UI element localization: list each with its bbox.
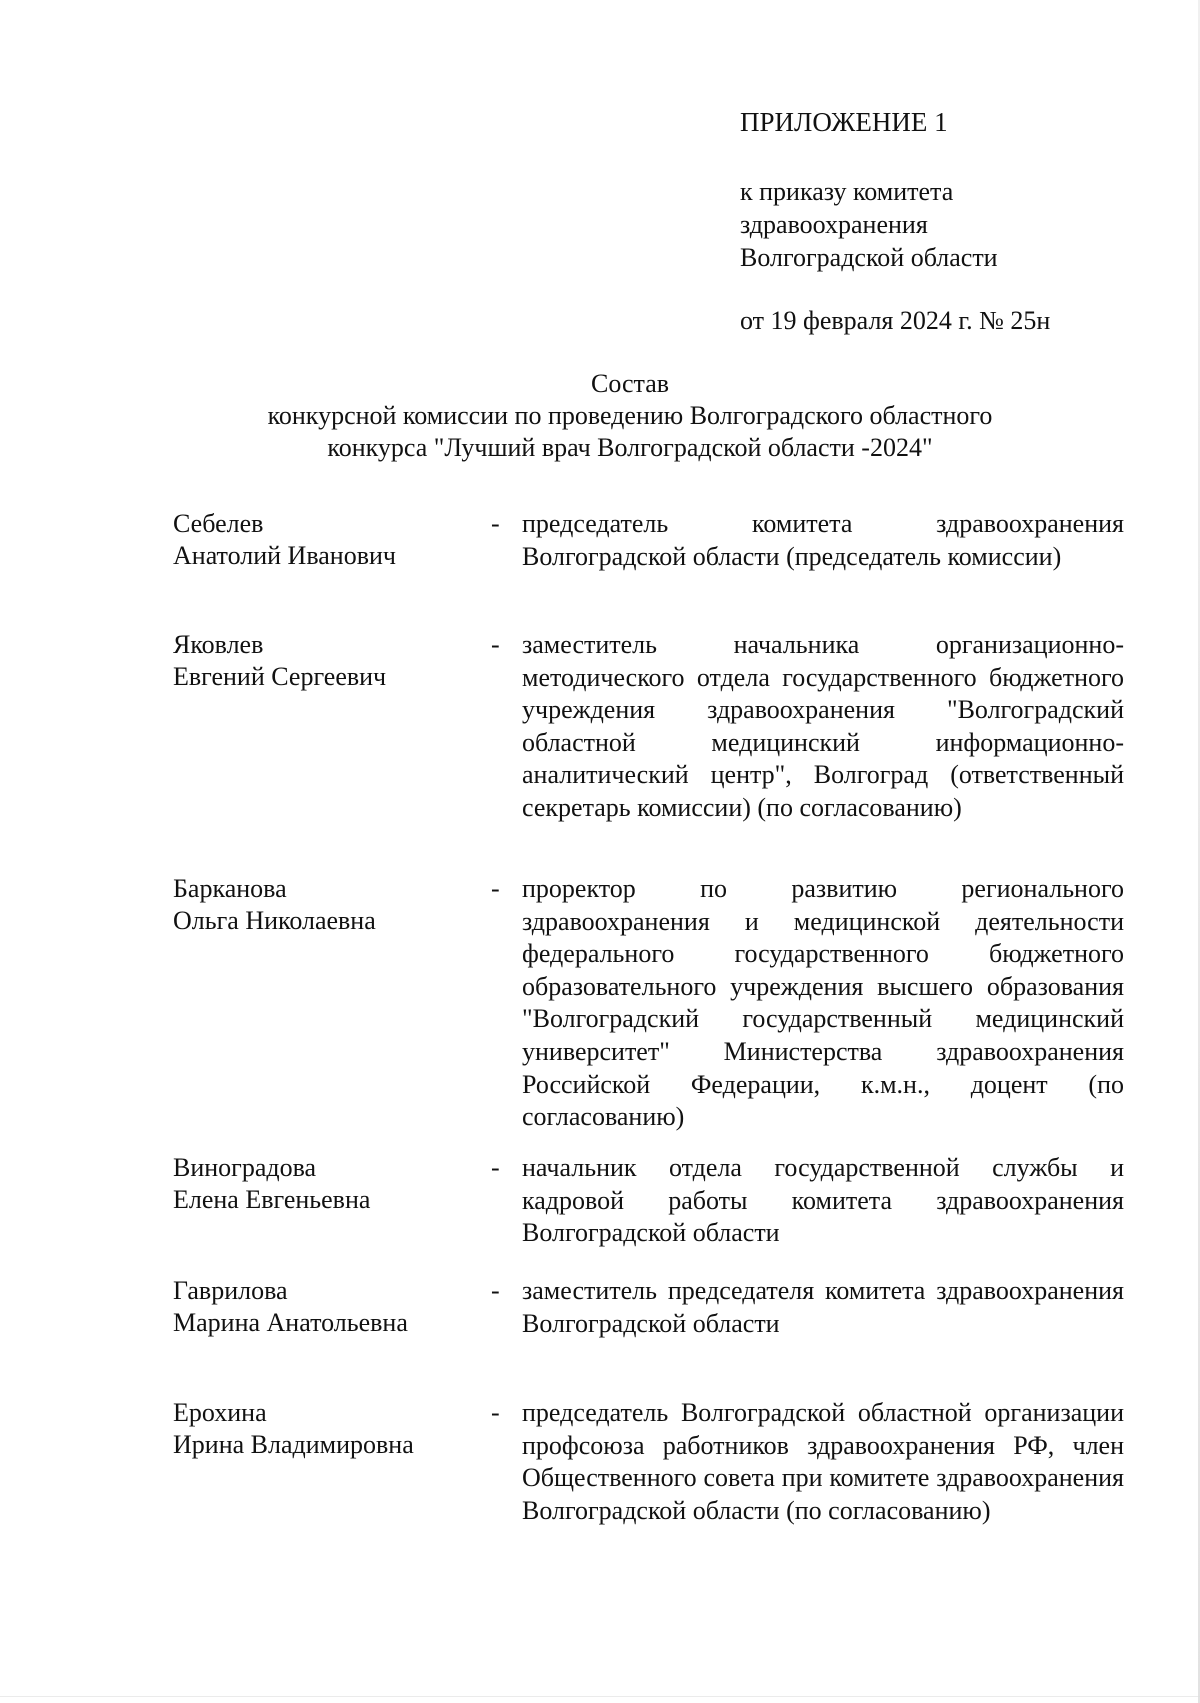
member-given-names: Евгений Сергеевич <box>173 662 387 691</box>
member-surname: Гаврилова <box>173 1276 288 1305</box>
member-dash: - <box>491 1276 500 1305</box>
member-dash: - <box>491 874 500 903</box>
scan-bottom-line <box>0 1696 1200 1697</box>
member-name <box>173 873 473 937</box>
to-order-line: Волгоградской области <box>740 243 998 272</box>
heading-subtitle-line: конкурса "Лучший врач Волгоградской области -2024" <box>327 433 933 462</box>
member-dash: - <box>491 1398 500 1427</box>
order-date: от 19 февраля 2024 г. № 25н <box>740 306 1051 335</box>
member-surname: Барканова <box>173 874 287 903</box>
member-given-names: Марина Анатольевна <box>173 1308 408 1337</box>
member-dash: - <box>491 509 500 538</box>
member-role: заместитель председателя комитета здравоохранения Волгоградской области <box>522 1276 1124 1338</box>
member-given-names: Ирина Владимировна <box>173 1430 414 1459</box>
to-order-line: здравоохранения <box>740 210 928 239</box>
heading-subtitle-line: конкурсной комиссии по проведению Волгоградского областного <box>267 401 993 430</box>
member-dash: - <box>491 630 500 659</box>
member-name <box>173 1152 473 1216</box>
member-role: председатель комитета здравоохранения Волгоградской области (председатель комиссии) <box>522 509 1124 571</box>
member-name <box>173 508 473 572</box>
member-given-names: Ольга Николаевна <box>173 906 376 935</box>
member-role: начальник отдела государственной службы и кадровой работы комитета здравоохранения Волгоградской области <box>522 1153 1124 1248</box>
member-role: проректор по развитию регионального здравоохранения и медицинской деятельности федерального государственного бюджетного образовательного учреждения высшего образования "Волгоградский государственный медицинский университет" Министерства здравоохранения Российской Федерации, к.м.н., доцент (по согласованию) <box>522 874 1124 1132</box>
heading-title: Состав <box>590 369 670 398</box>
to-order-block <box>740 175 1160 274</box>
member-surname: Себелев <box>173 509 264 538</box>
member-surname: Яковлев <box>173 630 264 659</box>
member-name <box>173 629 473 693</box>
member-name <box>173 1397 473 1461</box>
member-name <box>173 1275 473 1339</box>
member-surname: Ерохина <box>173 1398 267 1427</box>
member-role: заместитель начальника организационно-методического отдела государственного бюджетного учреждения здравоохранения "Волгоградский областной медицинский информационно-аналитический центр", Волгоград (ответственный секретарь комиссии) (по согласованию) <box>522 630 1124 822</box>
member-given-names: Анатолий Иванович <box>173 541 396 570</box>
to-order-line: к приказу комитета <box>740 177 954 206</box>
document-heading <box>160 368 1100 464</box>
appendix-label: ПРИЛОЖЕНИЕ 1 <box>740 107 948 137</box>
member-role: председатель Волгоградской областной организации профсоюза работников здравоохранения РФ, член Общественного совета при комитете здравоохранения Волгоградской области (по согласованию) <box>522 1398 1124 1525</box>
member-surname: Виноградова <box>173 1153 317 1182</box>
member-given-names: Елена Евгеньевна <box>173 1185 371 1214</box>
member-dash: - <box>491 1153 500 1182</box>
